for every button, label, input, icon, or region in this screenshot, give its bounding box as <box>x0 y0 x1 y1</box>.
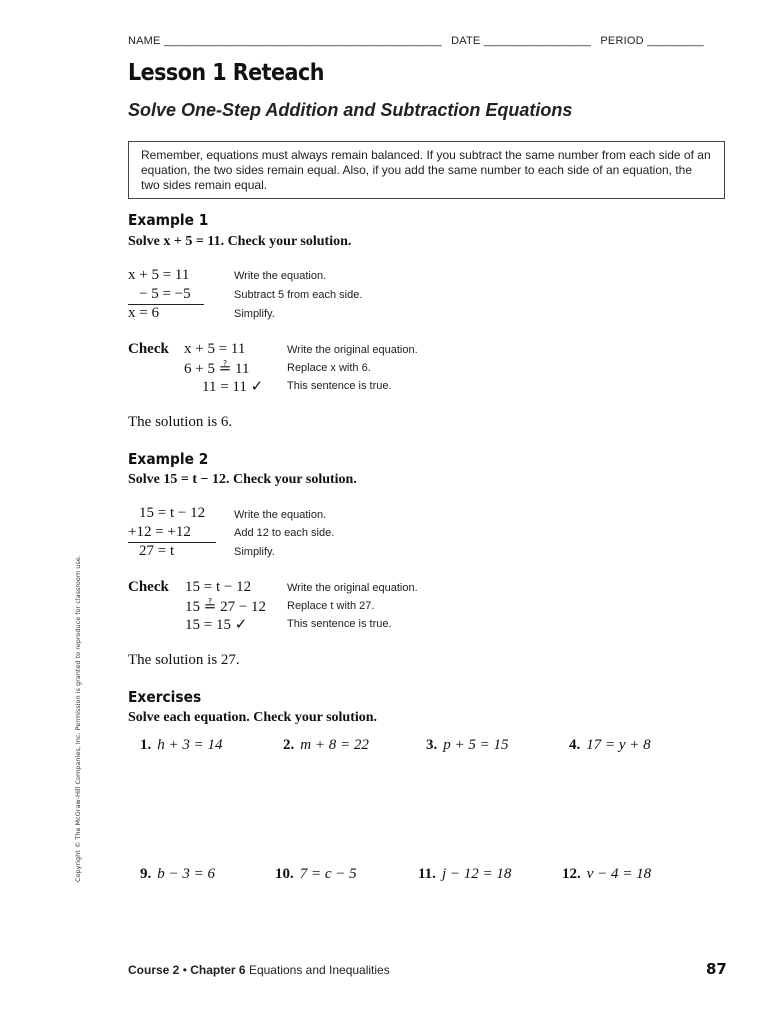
period-label: PERIOD <box>600 35 644 47</box>
example1-check1-math: x + 5 = 11 <box>184 341 246 357</box>
exercise-9 <box>140 866 215 883</box>
copyright-notice: Copyright © The McGraw-Hill Companies, Inc. Permission is granted to reproduce for classroom use. <box>74 555 82 882</box>
example2-step2-math: +12 = +12 <box>128 524 191 540</box>
exercise-3-equation: p + 5 = 15 <box>443 737 509 753</box>
example1-check3-math: 11 = 11 ✓ <box>202 379 264 395</box>
reminder-box <box>128 141 725 199</box>
name-field <box>128 35 704 47</box>
footer-chapter: Chapter 6 <box>190 963 246 977</box>
exercise-12-number: 12. <box>562 866 581 882</box>
example1-check3-note: This sentence is true. <box>287 380 392 392</box>
example1-step2-math: − 5 = −5 <box>139 286 191 302</box>
example2-heading: Example 2 <box>128 450 209 468</box>
example2-step3-note: Simplify. <box>234 546 275 558</box>
example1-solution: The solution is 6. <box>128 414 233 430</box>
exercise-12-equation: v − 4 = 18 <box>586 866 652 882</box>
footer-course: Course 2 <box>128 963 180 977</box>
exercise-2 <box>283 737 369 754</box>
lesson-title: Lesson 1 Reteach <box>128 60 324 86</box>
example1-step3-math: x = 6 <box>128 305 159 321</box>
exercise-2-equation: m + 8 = 22 <box>300 737 369 753</box>
lesson-subtitle: Solve One-Step Addition and Subtraction Equations <box>128 100 573 120</box>
exercise-4-number: 4. <box>569 737 581 753</box>
exercise-11 <box>418 866 511 883</box>
example1-prompt: Solve x + 5 = 11. Check your solution. <box>128 234 352 249</box>
exercise-1-equation: h + 3 = 14 <box>157 737 223 753</box>
exercise-12 <box>562 866 651 883</box>
exercise-9-number: 9. <box>140 866 152 882</box>
page-number: 87 <box>706 960 727 978</box>
reminder-text: Remember, equations must always remain balanced. If you subtract the same number from each side of an equation, the two sides remain equal. Also, if you add the same number to each side of an equation, the two sides remain equal. <box>141 148 711 192</box>
example2-check2-note: Replace t with 27. <box>287 600 375 612</box>
exercise-9-equation: b − 3 = 6 <box>157 866 215 882</box>
example2-prompt: Solve 15 = t − 12. Check your solution. <box>128 472 357 487</box>
exercise-10-equation: 7 = c − 5 <box>299 866 357 882</box>
example2-check-label: Check <box>128 579 169 595</box>
exercise-4 <box>569 737 651 754</box>
example2-step3-math: 27 = t <box>139 543 175 559</box>
example2-step1-note: Write the equation. <box>234 509 327 521</box>
exercise-2-number: 2. <box>283 737 295 753</box>
exercise-3-number: 3. <box>426 737 438 753</box>
example1-heading: Example 1 <box>128 211 209 229</box>
date-blank: _________________ <box>483 35 592 47</box>
example1-step2-note: Subtract 5 from each side. <box>234 289 363 301</box>
footer-bullet: • <box>182 963 187 977</box>
exercise-4-equation: 17 = y + 8 <box>586 737 651 753</box>
example1-check2-math: 6 + 5 ≟ 11 <box>184 361 250 377</box>
example2-check1-math: 15 = t − 12 <box>185 579 252 595</box>
exercise-10 <box>275 866 357 883</box>
example1-check-label: Check <box>128 341 169 357</box>
footer-topic: Equations and Inequalities <box>248 963 390 977</box>
exercise-11-equation: j − 12 = 18 <box>441 866 512 882</box>
name-label: NAME <box>128 35 161 47</box>
example2-check1-note: Write the original equation. <box>287 582 418 594</box>
example1-step3-note: Simplify. <box>234 308 275 320</box>
exercise-1 <box>140 737 223 754</box>
example2-check3-note: This sentence is true. <box>287 618 392 630</box>
exercises-instruction: Solve each equation. Check your solution. <box>128 710 378 725</box>
example2-check2-math: 15 ≟ 27 − 12 <box>185 599 267 615</box>
example1-step1-note: Write the equation. <box>234 270 327 282</box>
example2-check3-math: 15 = 15 ✓ <box>185 617 248 633</box>
exercise-11-number: 11. <box>418 866 436 882</box>
example2-step1-math: 15 = t − 12 <box>139 505 206 521</box>
exercise-10-number: 10. <box>275 866 294 882</box>
example1-step1-math: x + 5 = 11 <box>128 267 190 283</box>
exercise-1-number: 1. <box>140 737 152 753</box>
example1-check2-note: Replace x with 6. <box>287 362 371 374</box>
example2-step2-note: Add 12 to each side. <box>234 527 335 539</box>
period-blank: _________ <box>647 35 704 47</box>
footer-course-info <box>128 963 390 977</box>
example1-check1-note: Write the original equation. <box>287 344 418 356</box>
date-label: DATE <box>451 35 481 47</box>
name-blank: ____________________________________________ <box>163 35 442 47</box>
exercises-heading: Exercises <box>128 688 202 706</box>
exercise-3 <box>426 737 509 754</box>
example2-solution: The solution is 27. <box>128 652 240 668</box>
